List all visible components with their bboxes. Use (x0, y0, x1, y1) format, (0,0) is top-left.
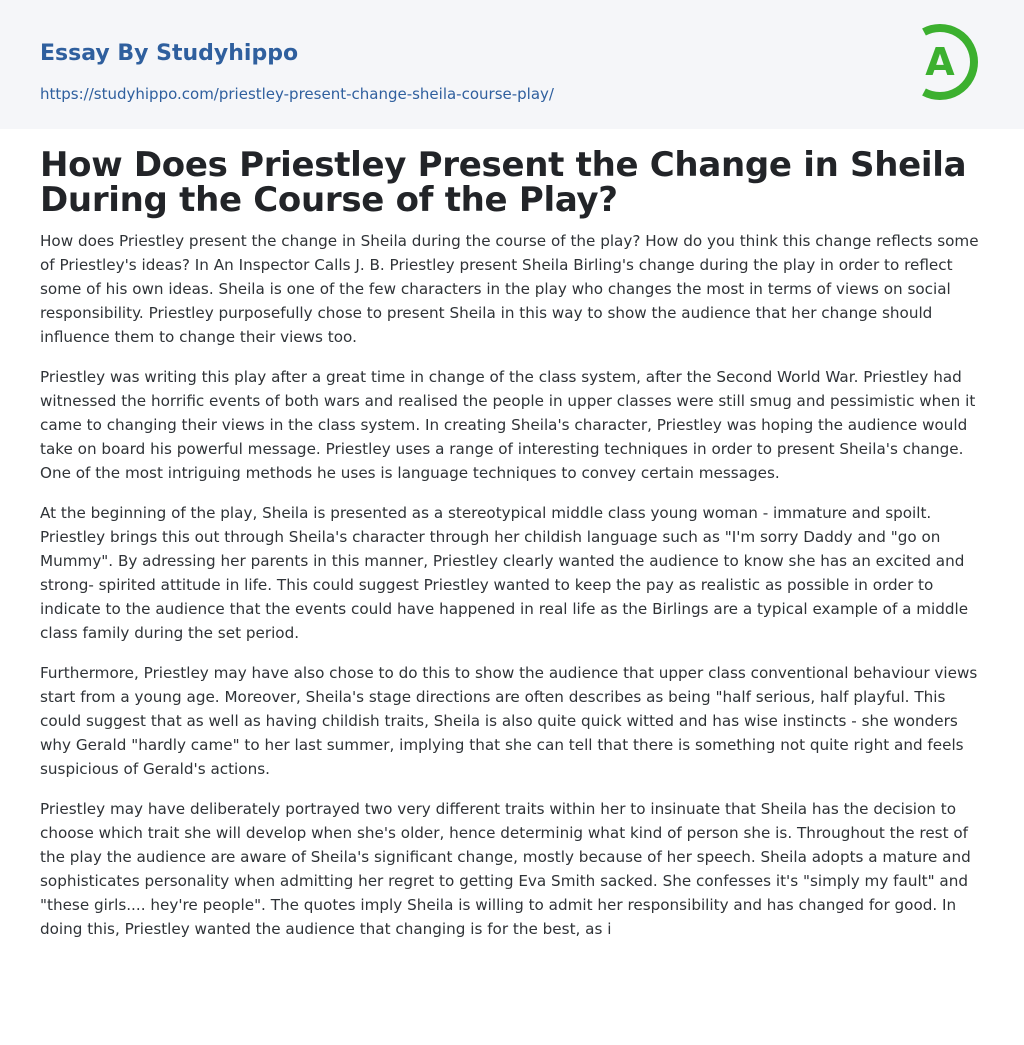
article-title: How Does Priestley Present the Change in Sheila During the Course of the Play? (40, 145, 967, 220)
site-header (0, 0, 1024, 129)
source-url-link[interactable]: https://studyhippo.com/priestley-present-change-sheila-course-play/ (40, 85, 554, 103)
paragraph: Priestley may have deliberately portrayed two very different traits within her to insinuate that Sheila has the decision to choose which trait she will develop when she's older, hence determinig what kind of person she is. Throughout the rest of the play the audience are aware of Sheila's significant change, mostly because of her speech. Sheila adopts a mature and sophisticates personality when admitting her regret to getting Eva Smith sacked. She confesses it's "simply my fault" and "these girls.... hey're people". The quotes imply Sheila is willing to admit her responsibility and has changed for good. In doing this, Priestley wanted the audience that changing is for the best, as i (40, 800, 971, 938)
logo-letter: A (925, 40, 955, 84)
paragraph: Furthermore, Priestley may have also chose to do this to show the audience that upper class conventional behaviour views start from a young age. Moreover, Sheila's stage directions are often describes as being "half serious, half playful. This could suggest that as well as having childish traits, Sheila is also quite quick witted and has wise instincts - she wonders why Gerald "hardly came" to her last summer, implying that she can tell that there is something not quite right and feels suspicious of Gerald's actions. (40, 664, 978, 778)
paragraph: Priestley was writing this play after a great time in change of the class system, after the Second World War. Priestley had witnessed the horrific events of both wars and realised the people in upper classes were still smug and pessimistic when it came to changing their views in the class system. In creating Sheila's character, Priestley was hoping the audience would take on board his powerful message. Priestley uses a range of interesting techniques in order to present Sheila's change. One of the most intriguing methods he uses is language techniques to convey certain messages. (40, 368, 976, 482)
paragraph: How does Priestley present the change in Sheila during the course of the play? How do you think this change reflects some of Priestley's ideas? In An Inspector Calls J. B. Priestley present Sheila Birling's change during the play in order to reflect some of his own ideas. Sheila is one of the few characters in the play who changes the most in terms of views on social responsibility. Priestley purposefully chose to present Sheila in this way to show the audience that her change should influence them to change their views too. (40, 232, 979, 346)
article-body (40, 229, 988, 957)
brand-name: Essay By Studyhippo (40, 41, 299, 66)
studyhippo-logo-icon (912, 18, 988, 106)
paragraph: At the beginning of the play, Sheila is presented as a stereotypical middle class young woman - immature and spoilt. Priestley brings this out through Sheila's character through her childish language such as "I'm sorry Daddy and "go on Mummy". By adressing her parents in this manner, Priestley clearly wanted the audience to know she has an excited and strong- spirited attitude in life. This could suggest Priestley wanted to keep the pay as realistic as possible in order to indicate to the audience that the events could have happened in real life as the Birlings are a typical example of a middle class family during the set period. (40, 504, 969, 642)
